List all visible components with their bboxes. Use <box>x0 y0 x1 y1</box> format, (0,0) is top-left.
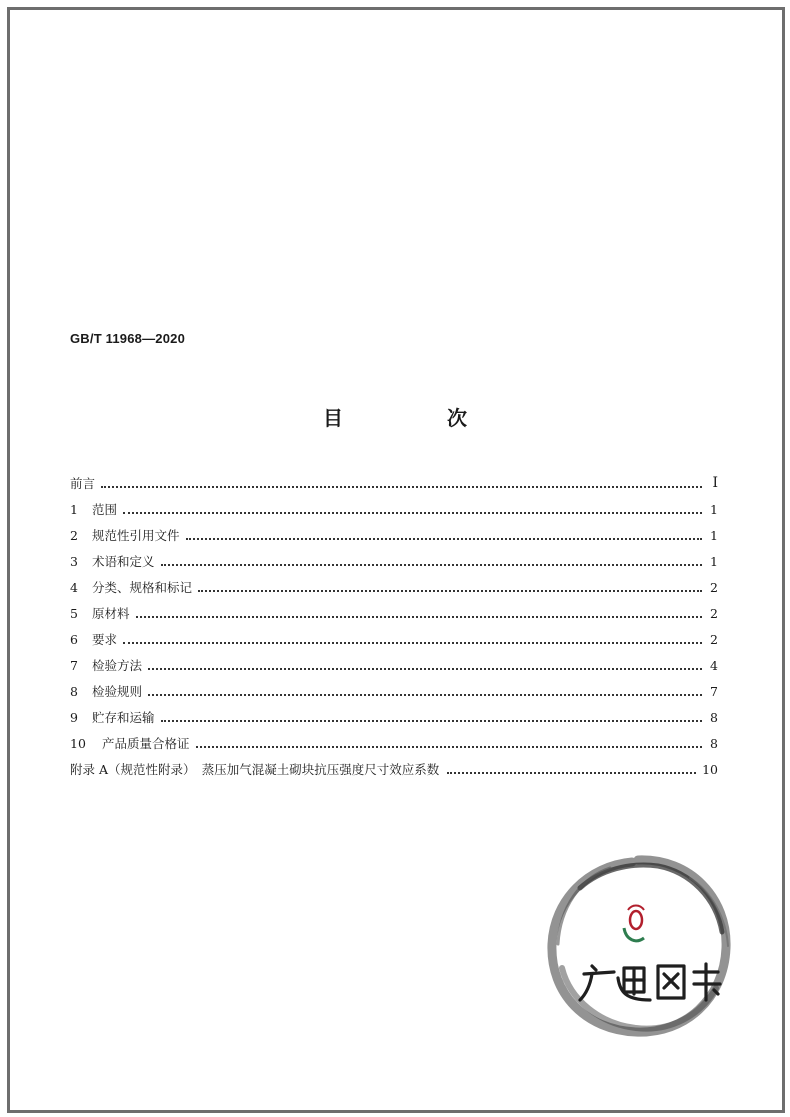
toc-entry-label: 原材料 <box>92 606 130 621</box>
toc-entry-page: 1 <box>710 527 718 543</box>
toc-entry-number: 7 <box>70 657 78 673</box>
toc-leader-dots <box>148 667 702 670</box>
toc-entry-label: 范围 <box>92 502 118 517</box>
toc-entry-page: 2 <box>710 605 718 621</box>
toc-entry-label-wrap <box>70 682 142 700</box>
toc-entry-6[interactable] <box>70 626 718 652</box>
emblem-icon <box>624 906 644 941</box>
toc-entry-label: 规范性引用文件 <box>92 528 180 543</box>
toc-entry-label: 检验方法 <box>92 658 143 673</box>
toc-entry-label: 前言 <box>70 476 96 491</box>
toc-entry-page: 2 <box>710 631 718 647</box>
toc-leader-dots <box>198 589 702 592</box>
toc-entry-label: 术语和定义 <box>92 554 155 569</box>
toc-entry-page: 2 <box>710 579 718 595</box>
toc-entry-number: 9 <box>70 709 78 725</box>
toc-entry-page: 7 <box>710 683 718 699</box>
toc-leader-dots <box>196 745 702 748</box>
toc-entry-number: 10 <box>70 735 86 751</box>
toc-entry-label-wrap <box>70 734 190 752</box>
toc-entry-label: 产品质量合格证 <box>102 736 190 751</box>
toc-entry-label: 附录 A（规范性附录） 蒸压加气混凝土砌块抗压强度尺寸效应系数 <box>70 762 440 777</box>
toc-entry-page: 1 <box>710 501 718 517</box>
toc-entry-page: 8 <box>710 735 718 751</box>
toc-leader-dots <box>101 485 702 488</box>
table-of-contents <box>70 470 718 782</box>
toc-leader-dots <box>186 537 702 540</box>
toc-leader-dots <box>123 511 702 514</box>
toc-entry-3[interactable] <box>70 548 718 574</box>
toc-leader-dots <box>161 719 702 722</box>
toc-leader-dots <box>123 641 702 644</box>
toc-entry-number: 1 <box>70 501 78 517</box>
toc-entry-label-wrap <box>70 474 95 492</box>
toc-entry-number: 6 <box>70 631 78 647</box>
toc-entry-label: 贮存和运输 <box>92 710 155 725</box>
toc-entry-number: 8 <box>70 683 78 699</box>
toc-entry-1[interactable] <box>70 496 718 522</box>
toc-entry-label-wrap <box>70 604 130 622</box>
toc-title: 目 次 <box>323 406 509 430</box>
toc-entry-label: 分类、规格和标记 <box>92 580 193 595</box>
toc-entry-number: 2 <box>70 527 78 543</box>
toc-entry-label-wrap <box>70 656 142 674</box>
toc-entry-number: 4 <box>70 579 78 595</box>
toc-entry-preface[interactable] <box>70 470 718 496</box>
publisher-watermark-stamp <box>540 848 736 1044</box>
toc-entry-5[interactable] <box>70 600 718 626</box>
toc-leader-dots <box>447 771 696 774</box>
toc-entry-label: 检验规则 <box>92 684 143 699</box>
toc-entry-number: 3 <box>70 553 78 569</box>
toc-entry-2[interactable] <box>70 522 718 548</box>
toc-entry-page: I <box>712 475 718 491</box>
toc-entry-label-wrap <box>70 500 117 518</box>
brush-lettering-icon <box>580 964 720 1000</box>
standard-code: GB/T 11968—2020 <box>70 331 186 346</box>
toc-entry-9[interactable] <box>70 704 718 730</box>
toc-entry-annex-a[interactable] <box>70 756 718 782</box>
brush-ring-icon <box>552 860 728 1032</box>
toc-entry-7[interactable] <box>70 652 718 678</box>
toc-entry-label-wrap <box>70 760 439 778</box>
toc-entry-10[interactable] <box>70 730 718 756</box>
toc-leader-dots <box>136 615 702 618</box>
toc-entry-label-wrap <box>70 578 192 596</box>
toc-entry-page: 10 <box>702 761 718 777</box>
toc-entry-label-wrap <box>70 526 180 544</box>
toc-leader-dots <box>148 693 702 696</box>
toc-entry-page: 8 <box>710 709 718 725</box>
toc-entry-8[interactable] <box>70 678 718 704</box>
toc-entry-label-wrap <box>70 552 155 570</box>
toc-entry-page: 1 <box>710 553 718 569</box>
toc-entry-label-wrap <box>70 630 117 648</box>
toc-entry-4[interactable] <box>70 574 718 600</box>
toc-entry-page: 4 <box>710 657 718 673</box>
toc-entry-label-wrap <box>70 708 155 726</box>
toc-entry-label: 要求 <box>92 632 118 647</box>
toc-entry-number: 5 <box>70 605 78 621</box>
toc-leader-dots <box>161 563 702 566</box>
